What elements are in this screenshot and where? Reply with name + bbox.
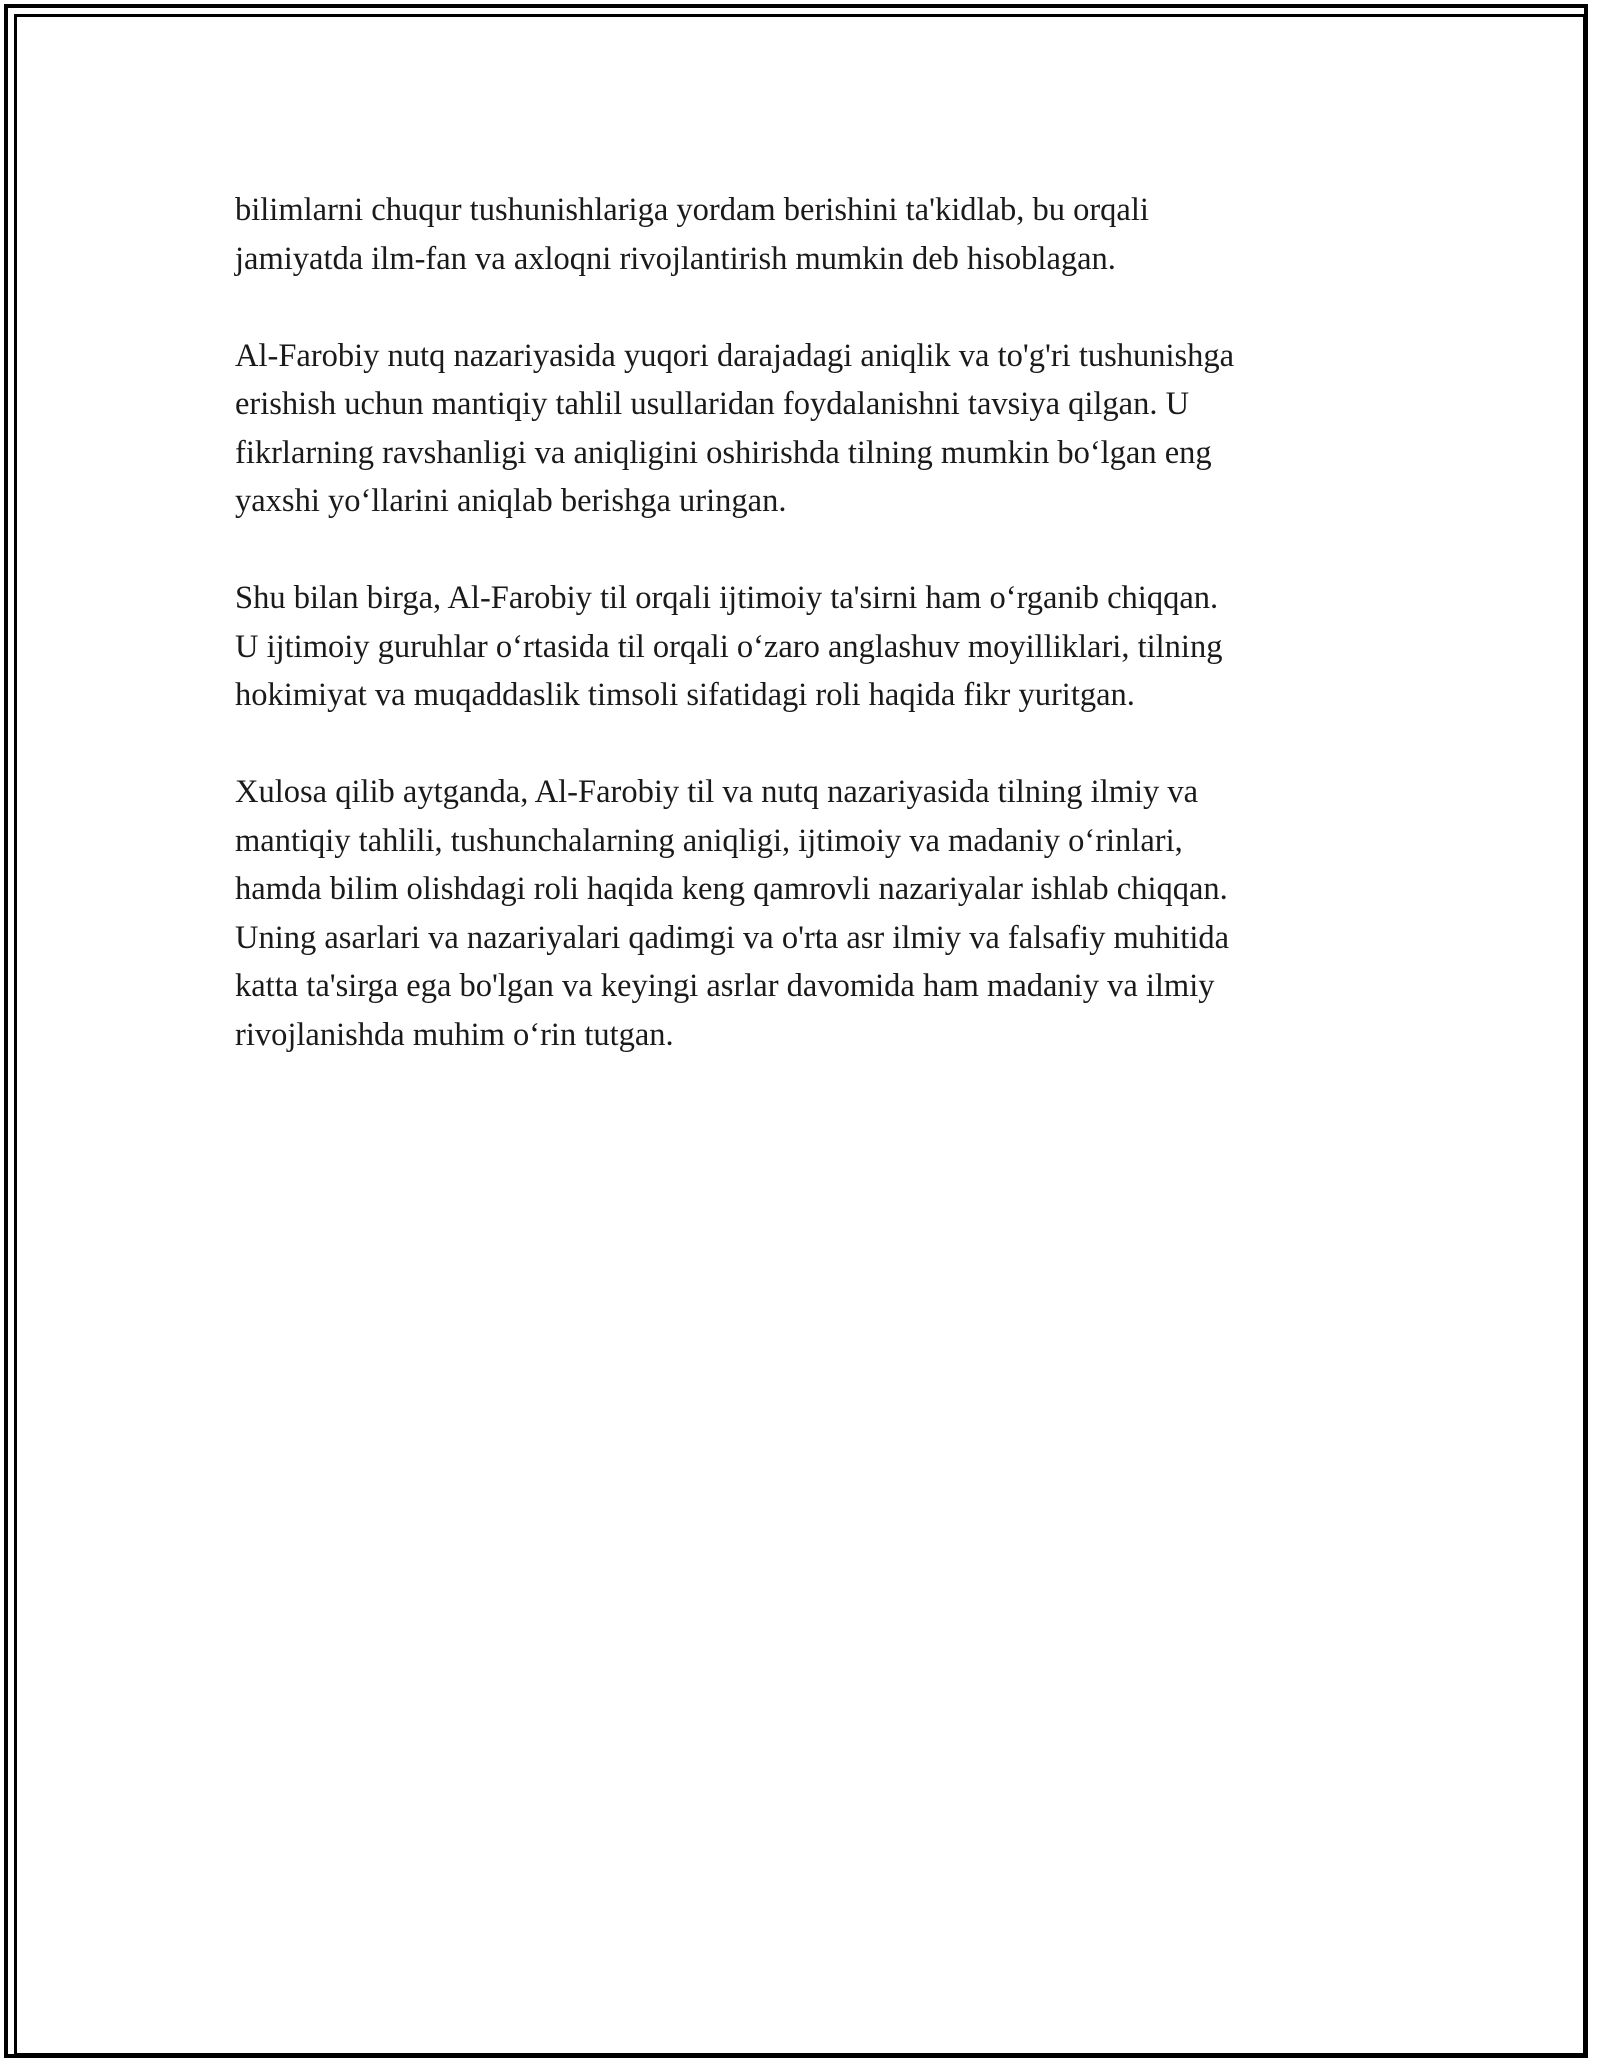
paragraph-3: Shu bilan birga, Al-Farobiy til orqali ijtimoiy ta'sirni ham oʻrganib chiqqan. U ijtimoiy guruhlar oʻrtasida til orqali oʻzaro anglashuv moyilliklari, tilning hokimiyat va muqaddaslik timsoli sifatidagi roli haqida fikr yuritgan. — [235, 580, 1223, 713]
paragraph-4: Xulosa qilib aytganda, Al-Farobiy til va nutq nazariyasida tilning ilmiy va mantiqiy tahlili, tushunchalarning aniqligi, ijtimoiy va madaniy oʻrinlari, hamda bilim olishdagi roli haqida keng qamrovli nazariyalar ishlab chiqqan. Uning asarlari va nazariyalari qadimgi va o'rta asr ilmiy va falsafiy muhitida katta ta'sirga ega bo'lgan va keyingi asrlar davomida ham madaniy va ilmiy rivojlanishda muhim oʻrin tutgan. — [235, 774, 1230, 1053]
document-body — [235, 186, 1385, 1108]
paragraph-2: Al-Farobiy nutq nazariyasida yuqori darajadagi aniqlik va to'g'ri tushunishga erishish uchun mantiqiy tahlil usullaridan foydalanishni tavsiya qilgan. U fikrlarning ravshanligi va aniqligini oshirishda tilning mumkin boʻlgan eng yaxshi yoʻllarini aniqlab berishga uringan. — [235, 337, 1235, 519]
paragraph-1: bilimlarni chuqur tushunishlariga yordam berishini ta'kidlab, bu orqali jamiyatda ilm-fan va axloqni rivojlantirish mumkin deb hisoblagan. — [235, 192, 1149, 277]
